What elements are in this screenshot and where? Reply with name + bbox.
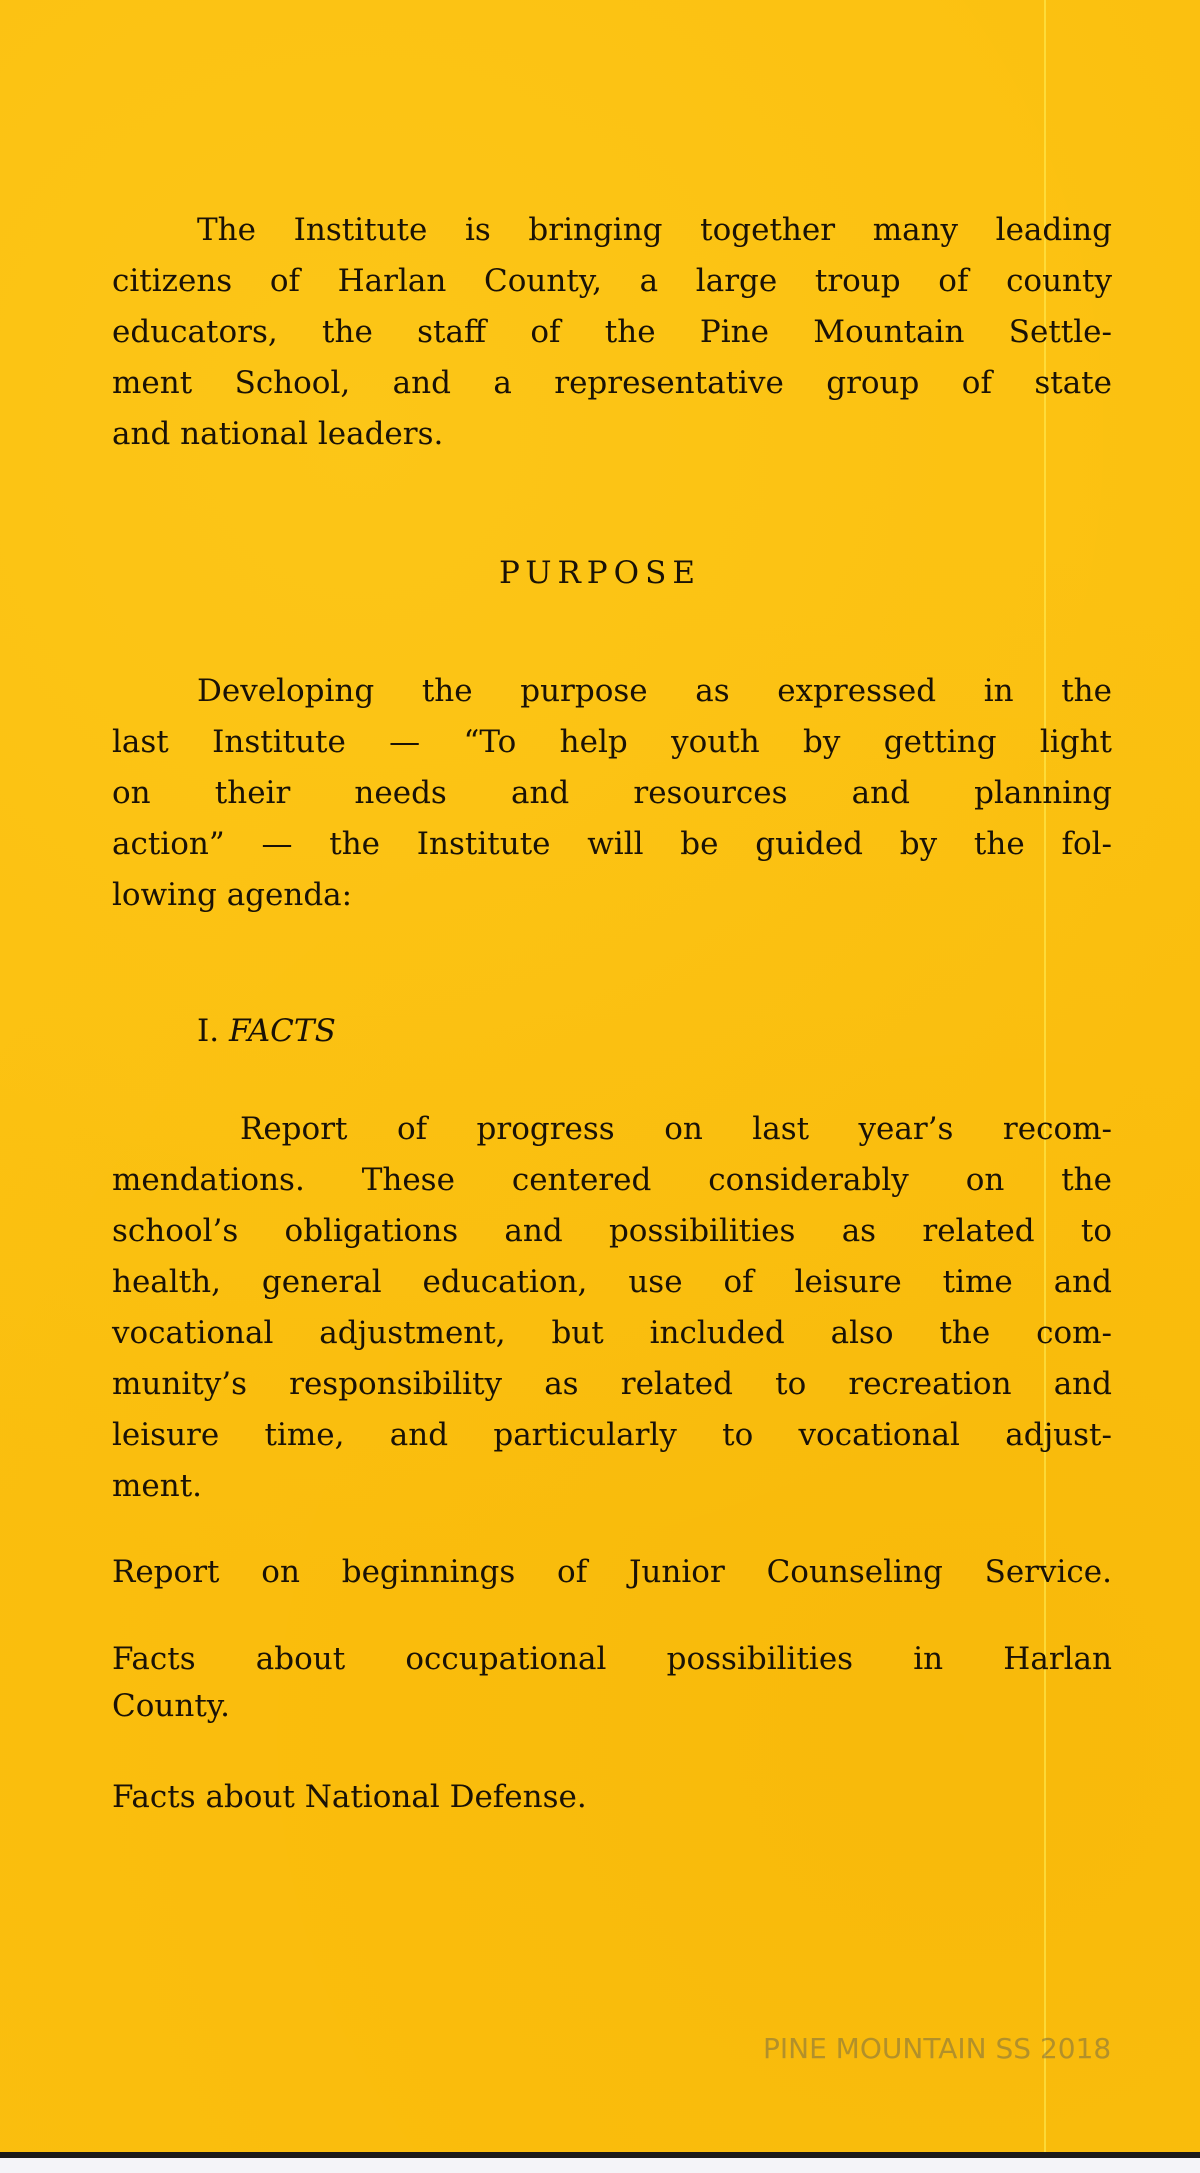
watermark: PINE MOUNTAIN SS 2018 — [763, 2032, 1112, 2065]
text-line: Developing the purpose as expressed in the — [197, 673, 1112, 709]
text-line: on their needs and resources and planning — [112, 775, 1112, 811]
text-line: educators, the staff of the Pine Mountain Settle- — [112, 314, 1112, 350]
text-line: mendations. These centered considerably on the — [112, 1162, 1112, 1198]
text-line: County. — [112, 1688, 231, 1724]
text-line: vocational adjustment, but included also the com- — [112, 1315, 1112, 1351]
section-title: FACTS — [228, 1013, 336, 1049]
text-line: Facts about National Defense. — [112, 1779, 587, 1815]
text-line: school’s obligations and possibilities as related to — [112, 1213, 1112, 1249]
facts-paragraph — [112, 1104, 1112, 1512]
purpose-paragraph — [112, 666, 1112, 921]
section-number: I. — [197, 1013, 220, 1049]
text-line: lowing agenda: — [112, 877, 353, 913]
text-line: Report of progress on last year’s recom- — [240, 1111, 1112, 1147]
text-line: last Institute — “To help youth by getting light — [112, 724, 1112, 760]
text-line: ment School, and a representative group of state — [112, 365, 1112, 401]
scan-background — [0, 2158, 1200, 2173]
section-heading-facts — [197, 1013, 336, 1049]
text-line: citizens of Harlan County, a large troup of county — [112, 263, 1112, 299]
text-line: health, general education, use of leisure time and — [112, 1264, 1112, 1300]
text-line: and national leaders. — [112, 416, 444, 452]
text-line: munity’s responsibility as related to recreation and — [112, 1366, 1112, 1402]
occupational-item — [112, 1636, 1112, 1730]
purpose-heading: PURPOSE — [499, 555, 701, 591]
intro-paragraph — [112, 205, 1112, 460]
national-defense-item — [112, 1772, 1112, 1823]
junior-counseling-item — [112, 1547, 1112, 1598]
text-line: The Institute is bringing together many leading — [197, 212, 1112, 248]
text-line: Facts about occupational possibilities in Harlan — [112, 1641, 1112, 1677]
text-line: Report on beginnings of Junior Counseling Service. — [112, 1554, 1112, 1590]
text-line: action” — the Institute will be guided by the fol- — [112, 826, 1112, 862]
text-line: leisure time, and particularly to vocational adjust- — [112, 1417, 1112, 1453]
text-line: ment. — [112, 1468, 203, 1504]
